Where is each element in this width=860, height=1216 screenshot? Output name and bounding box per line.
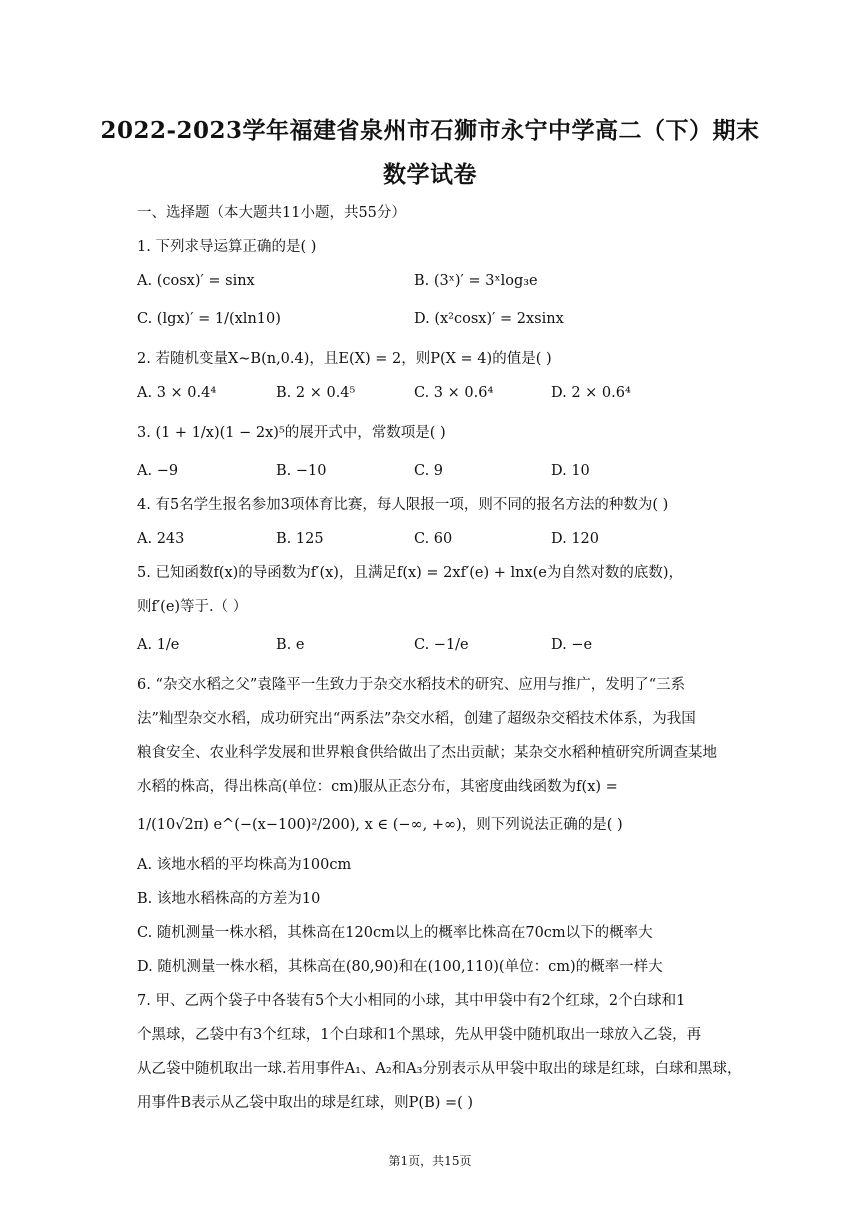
question-2-option-b: B. 2 × 0.4⁵ [276,385,356,401]
question-7-stem-line3: 从乙袋中随机取出一球.若用事件A₁、A₂和A₃分别表示从甲袋中取出的球是红球，白球和黑球， [137,1061,742,1077]
question-5-option-c: C. −1/e [414,637,469,653]
question-6-option-a: A. 该地水稻的平均株高为100cm [137,857,352,873]
question-3-option-b: B. −10 [276,463,327,479]
question-2-option-d: D. 2 × 0.6⁴ [551,385,631,401]
question-3-option-d: D. 10 [551,463,590,479]
question-7-stem-line1: 7. 甲、乙两个袋子中各装有5个大小相同的小球，其中甲袋中有2个红球，2个白球和1 [137,993,686,1009]
question-4-option-d: D. 120 [551,531,600,547]
question-4-stem: 4. 有5名学生报名参加3项体育比赛，每人限报一项，则不同的报名方法的种数为( ) [137,497,669,513]
document-subtitle: 数学试卷 [383,161,477,188]
question-2-option-c: C. 3 × 0.6⁴ [414,385,494,401]
question-1-option-d: D. (x²cosx)′ = 2xsinx [414,311,564,327]
question-4-option-b: B. 125 [276,531,324,547]
page-footer: 第1页，共15页 [388,1154,472,1168]
question-2-option-a: A. 3 × 0.4⁴ [137,385,217,401]
question-7-stem-line2: 个黑球，乙袋中有3个红球，1个白球和1个黑球，先从甲袋中随机取出一球放入乙袋，再 [137,1027,702,1043]
question-5-option-d: D. −e [551,637,593,653]
question-1-option-c: C. (lgx)′ = 1/(xln10) [137,311,281,327]
question-5-option-b: B. e [276,637,305,653]
question-1-stem: 1. 下列求导运算正确的是( ) [137,239,317,255]
question-4-option-a: A. 243 [137,531,185,547]
question-6-stem-line5: 1/(10√2π) e^(−(x−100)²/200), x ∈ (−∞, +∞)，则下列说法正确的是( ) [137,817,623,833]
question-6-stem-line3: 粮食安全、农业科学发展和世界粮食供给做出了杰出贡献；某杂交水稻种植研究所调查某地 [137,745,717,761]
question-6-stem-line4: 水稻的株高，得出株高(单位：cm)服从正态分布，其密度曲线函数为f(x) = [137,779,618,795]
question-3-option-c: C. 9 [414,463,444,479]
question-2-stem: 2. 若随机变量X∼B(n,0.4)，且E(X) = 2，则P(X = 4)的值是( ) [137,351,552,367]
question-6-stem-line1: 6. “杂交水稻之父”袁隆平一生致力于杂交水稻技术的研究、应用与推广，发明了“三系 [137,677,686,693]
question-6-stem-line2: 法”籼型杂交水稻，成功研究出“两系法”杂交水稻，创建了超级杂交稻技术体系，为我国 [137,711,696,727]
question-6-option-d: D. 随机测量一株水稻，其株高在(80,90)和在(100,110)(单位：cm)的概率一样大 [137,959,663,975]
question-1-option-b: B. (3ˣ)′ = 3ˣlog₃e [414,273,538,289]
question-4-option-c: C. 60 [414,531,453,547]
question-7-stem-line4: 用事件B表示从乙袋中取出的球是红球，则P(B) =( ) [137,1095,474,1111]
question-5-stem-line1: 5. 已知函数f(x)的导函数为f′(x)，且满足f(x) = 2xf′(e) + lnx(e为自然对数的底数)， [137,565,684,581]
question-6-option-b: B. 该地水稻株高的方差为10 [137,891,321,907]
question-6-option-c: C. 随机测量一株水稻，其株高在120cm以上的概率比株高在70cm以下的概率大 [137,925,653,941]
question-3-option-a: A. −9 [137,463,179,479]
question-5-stem-line2: 则f′(e)等于.（ ） [137,599,248,615]
section-heading: 一、选择题（本大题共11小题，共55分） [137,205,406,221]
question-5-option-a: A. 1/e [137,637,180,653]
question-3-stem: 3. (1 + 1/x)(1 − 2x)⁵的展开式中，常数项是( ) [137,425,446,441]
document-title: 2022-2023学年福建省泉州市石狮市永宁中学高二（下）期末 [100,117,760,144]
question-1-option-a: A. (cosx)′ = sinx [137,273,255,289]
